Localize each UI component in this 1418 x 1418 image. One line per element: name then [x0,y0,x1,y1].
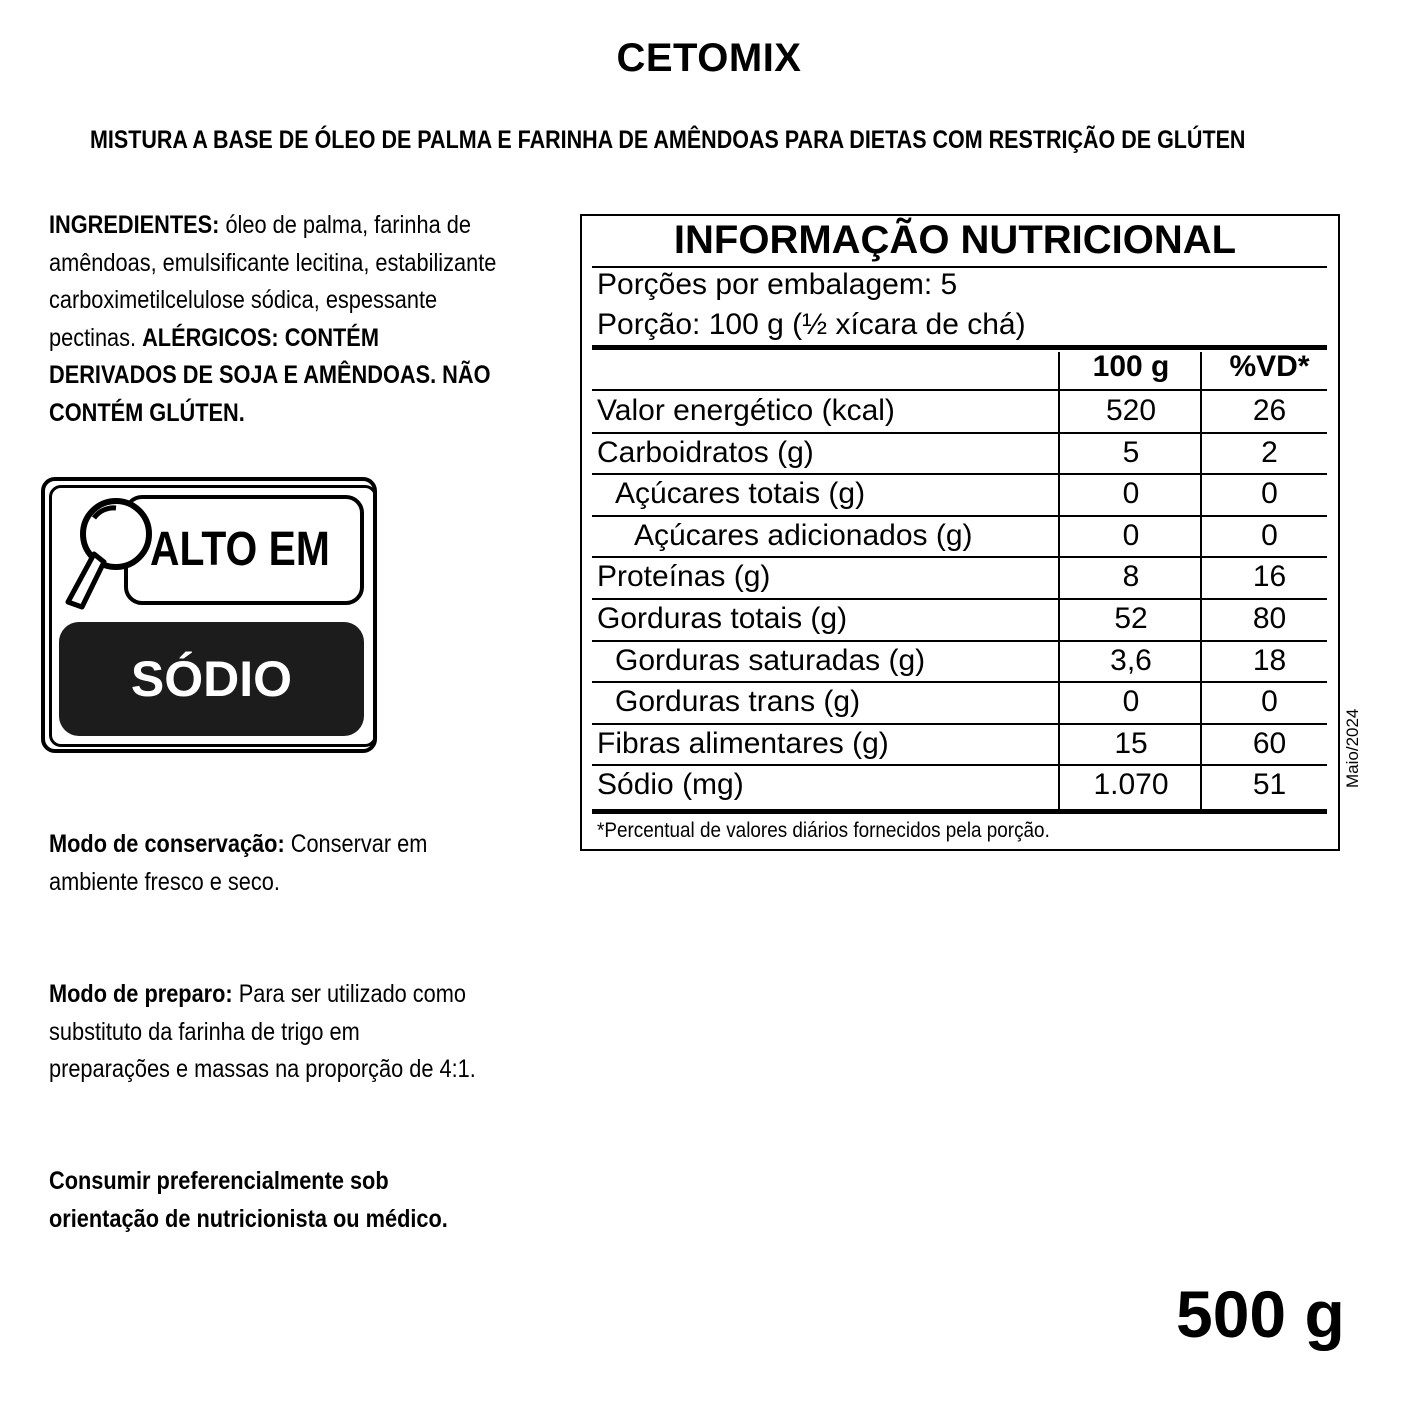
header-divider [592,389,1327,391]
nutrient-value-100g: 3,6 [1110,643,1152,677]
ingredients-label: INGREDIENTES: [49,211,220,239]
nutrient-value-vd: 60 [1252,726,1287,760]
nutrient-label: Proteínas (g) [597,560,771,594]
nutrient-label: Açúcares totais (g) [615,477,866,511]
allergens-text-3: CONTÉM GLÚTEN. [49,398,245,427]
conservation-line-2: ambiente fresco e seco. [49,867,280,896]
preparation-text-1: Para ser utilizado como [238,980,466,1008]
nutrient-value-vd: 0 [1261,477,1278,511]
nutrient-value-100g: 0 [1122,518,1140,552]
preparation-label: Modo de preparo: [49,980,233,1008]
nutrient-value-100g: 0 [1122,477,1140,511]
nutrient-label: Fibras alimentares (g) [597,726,889,760]
conservation-text-1: Conservar em [290,830,428,858]
column-divider-1 [1058,352,1060,811]
row-divider [592,556,1327,558]
nutrient-value-vd: 26 [1252,394,1287,427]
ingredients-line-3: carboximetilcelulose sódica, espessante [49,286,438,314]
nutrient-label: Sódio (mg) [597,768,744,802]
preparation-line-2: substituto da farinha de trigo em [49,1017,360,1046]
conservation-label: Modo de conservação: [49,830,285,858]
row-divider [592,598,1327,600]
portion-size: Porção: 100 g (½ xícara de chá) [597,308,1026,341]
alto-em-label: ALTO EM [150,523,330,576]
nutrient-label: Gorduras saturadas (g) [615,643,926,677]
nutrient-value-100g: 520 [1105,394,1157,427]
revision-date: Maio/2024 [1343,708,1362,788]
conservation-line-1 [49,826,536,864]
nutrient-label: Gorduras totais (g) [597,602,848,635]
product-description: MISTURA A BASE DE ÓLEO DE PALMA E FARINHA DE AMÊNDOAS PARA DIETAS COM RESTRIÇÃO DE GLÚTEN [90,126,1246,154]
row-divider [592,640,1327,642]
nutrient-value-vd: 16 [1252,560,1287,594]
preparation-block [49,976,536,1089]
ingredients-line-1 [49,207,536,245]
row-divider [592,723,1327,725]
ingredients-text-1: óleo de palma, farinha de [225,211,471,239]
bottom-divider [592,809,1327,814]
column-divider-2 [1200,352,1202,811]
recommendation-line-2: orientação de nutricionista ou médico. [49,1204,448,1233]
nutrient-value-100g: 1.070 [1093,768,1169,802]
column-header-vd: %VD* [1229,350,1310,383]
nutrient-value-100g: 0 [1122,685,1140,719]
sodio-label: SÓDIO [130,651,293,707]
nutrient-value-vd: 2 [1261,435,1278,469]
nutrient-label: Valor energético (kcal) [597,394,895,427]
ingredients-line-4 [49,320,536,358]
column-header-100g: 100 g [1092,350,1170,383]
ingredients-line-2: amêndoas, emulsificante lecitina, estabilizante [49,248,497,277]
preparation-line-1 [49,976,536,1014]
footnote: *Percentual de valores diários fornecidos pela porção. [597,819,1050,842]
nutrient-label: Gorduras trans (g) [615,685,861,719]
net-weight: 500 g [1176,1277,1345,1351]
row-divider [592,473,1327,475]
nutrition-title: INFORMAÇÃO NUTRICIONAL [673,218,1237,262]
ingredients-block [49,207,536,432]
nutrient-value-vd: 51 [1252,768,1287,802]
nutrient-label: Carboidratos (g) [597,435,814,469]
nutrient-value-vd: 80 [1252,602,1287,635]
row-divider [592,764,1327,766]
row-divider [592,681,1327,683]
ingredients-text-4: pectinas. [49,323,137,352]
nutrient-label: Açúcares adicionados (g) [634,518,973,552]
row-divider [592,515,1327,517]
allergens-text-1: ALÉRGICOS: CONTÉM [142,323,379,352]
nutrient-value-vd: 0 [1261,685,1278,719]
nutrient-value-100g: 5 [1122,435,1140,469]
recommendation-line-1: Consumir preferencialmente sob [49,1167,389,1195]
nutrient-value-100g: 8 [1122,560,1140,594]
nutrient-value-vd: 0 [1261,518,1278,552]
product-name: CETOMIX [616,36,802,80]
nutrient-value-100g: 52 [1114,602,1148,635]
conservation-block [49,826,536,901]
row-divider [592,432,1327,434]
servings-per-package: Porções por embalagem: 5 [597,268,958,301]
recommendation-block [49,1163,536,1238]
allergens-text-2: DERIVADOS DE SOJA E AMÊNDOAS. NÃO [49,361,491,389]
nutrient-value-100g: 15 [1114,726,1148,760]
nutrient-value-vd: 18 [1252,643,1287,677]
preparation-line-3: preparações e massas na proporção de 4:1. [49,1055,476,1083]
